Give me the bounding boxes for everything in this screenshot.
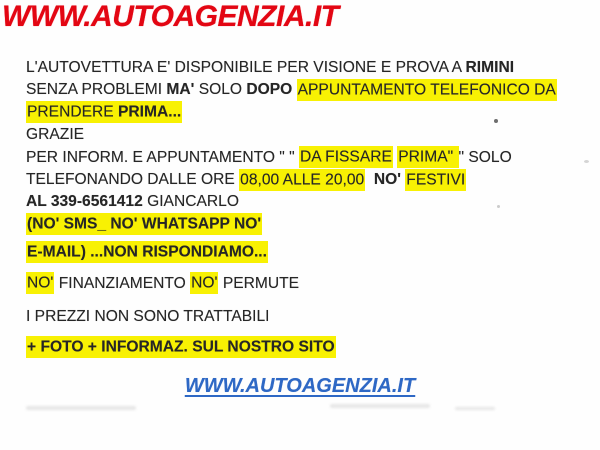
highlighted-text: NO' xyxy=(190,272,218,294)
notice-line-no-email xyxy=(26,241,594,263)
opening-hours: 08,00 ALLE 20,00 xyxy=(239,169,365,191)
notice-line-prendere-prima xyxy=(26,102,594,124)
text-segment: PERMUTE xyxy=(218,274,300,292)
footer xyxy=(0,375,600,398)
notice-line-no-financing xyxy=(26,273,594,295)
scan-artifact xyxy=(584,160,589,163)
highlighted-text: APPUNTAMENTO TELEFONICO DA xyxy=(297,79,557,101)
highlighted-text: NO' xyxy=(26,272,54,294)
scan-artifact xyxy=(497,205,500,208)
text-segment: SOLO xyxy=(194,81,247,99)
contact-name: GIANCARLO xyxy=(142,193,239,211)
notice-line-phone-number xyxy=(26,191,594,213)
text-segment: GRAZIE xyxy=(26,126,85,144)
website-link[interactable]: WWW.AUTOAGENZIA.IT xyxy=(184,375,416,397)
highlighted-text: PRIMA" xyxy=(397,146,458,168)
city-rimini: RIMINI xyxy=(465,59,515,76)
text-segment: SENZA PROBLEMI xyxy=(26,81,167,99)
highlighted-text: FESTIVI xyxy=(405,169,466,191)
notice-line-grazie xyxy=(26,124,594,146)
text-segment: PRENDERE xyxy=(27,103,118,121)
text-segment xyxy=(365,171,374,188)
scan-artifact xyxy=(455,407,495,410)
highlighted-text: DA FISSARE xyxy=(299,146,393,168)
text-segment-bold: PRIMA... xyxy=(117,103,182,121)
highlighted-text xyxy=(26,101,182,123)
notice-line-no-sms xyxy=(26,214,594,236)
scan-artifact xyxy=(494,119,498,123)
text-segment xyxy=(292,81,296,98)
notice-line-availability xyxy=(26,57,594,79)
text-segment: L'AUTOVETTURA E' DISPONIBILE PER VISIONE E PROVA A xyxy=(26,59,466,76)
highlighted-text-bold: + FOTO + INFORMAZ. SUL NOSTRO SITO xyxy=(26,336,336,358)
notice-line-prices xyxy=(26,306,594,328)
highlighted-text-bold: (NO' SMS_ NO' WHATSAPP NO' xyxy=(26,213,262,235)
notice-line-info-appointment xyxy=(26,147,594,169)
text-segment-bold: DOPO xyxy=(246,81,293,99)
site-url-header: WWW.AUTOAGENZIA.IT xyxy=(2,0,339,33)
highlighted-text-bold: E-MAIL) ...NON RISPONDIAMO... xyxy=(26,241,268,263)
phone-number: AL 339-6561412 xyxy=(26,193,143,211)
scan-artifact xyxy=(26,406,136,410)
text-segment-bold: MA' xyxy=(166,81,195,99)
text-segment: PER INFORM. E APPUNTAMENTO " " xyxy=(26,148,300,166)
text-segment: I PREZZI NON SONO TRATTABILI xyxy=(26,308,270,326)
scan-artifact xyxy=(330,404,430,408)
notice-line-phone-hours xyxy=(26,169,594,191)
text-segment: TELEFONANDO DALLE ORE xyxy=(26,171,240,189)
notice-line-appointment-required xyxy=(26,79,594,101)
text-segment: " SOLO xyxy=(458,148,512,166)
notice-line-photos-info xyxy=(26,336,594,358)
text-segment-bold: NO' xyxy=(373,171,401,189)
text-segment: FINANZIAMENTO xyxy=(54,274,191,292)
